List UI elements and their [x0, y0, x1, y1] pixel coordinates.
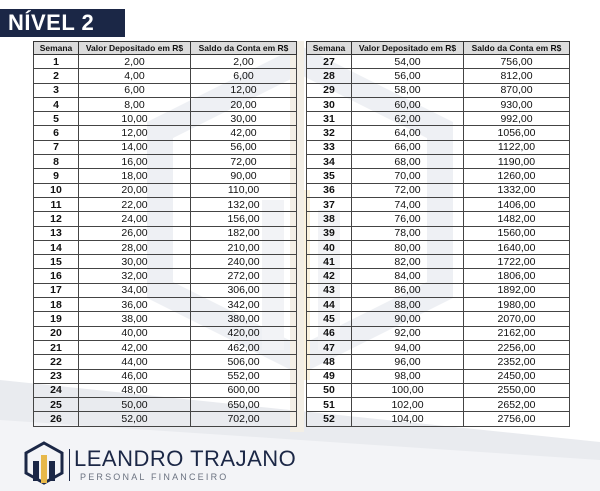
deposit-cell: 48,00 — [79, 383, 191, 397]
table-row — [34, 126, 297, 140]
week-cell: 3 — [34, 83, 79, 97]
balance-cell: 650,00 — [191, 398, 297, 412]
week-cell: 4 — [34, 97, 79, 111]
table-row — [307, 283, 570, 297]
week-cell: 24 — [34, 383, 79, 397]
deposit-cell: 42,00 — [79, 340, 191, 354]
table-header-row — [34, 42, 297, 55]
week-cell: 48 — [307, 355, 352, 369]
week-cell: 18 — [34, 298, 79, 312]
balance-cell: 462,00 — [191, 340, 297, 354]
week-cell: 23 — [34, 369, 79, 383]
balance-cell: 1806,00 — [464, 269, 570, 283]
week-cell: 9 — [34, 169, 79, 183]
deposit-cell: 20,00 — [79, 183, 191, 197]
table-row — [34, 269, 297, 283]
table-row — [307, 55, 570, 69]
table-row — [34, 197, 297, 211]
balance-cell: 2,00 — [191, 55, 297, 69]
column-header-balance: Saldo da Conta em R$ — [464, 42, 570, 55]
table-row — [34, 283, 297, 297]
balance-cell: 240,00 — [191, 255, 297, 269]
week-cell: 16 — [34, 269, 79, 283]
week-cell: 51 — [307, 398, 352, 412]
deposit-cell: 76,00 — [352, 212, 464, 226]
week-cell: 47 — [307, 340, 352, 354]
deposit-cell: 74,00 — [352, 197, 464, 211]
deposit-cell: 72,00 — [352, 183, 464, 197]
balance-cell: 56,00 — [191, 140, 297, 154]
balance-cell: 2162,00 — [464, 326, 570, 340]
deposit-cell: 102,00 — [352, 398, 464, 412]
balance-cell: 132,00 — [191, 197, 297, 211]
balance-cell: 110,00 — [191, 183, 297, 197]
table-row — [34, 69, 297, 83]
week-cell: 46 — [307, 326, 352, 340]
deposit-cell: 30,00 — [79, 255, 191, 269]
deposit-cell: 56,00 — [352, 69, 464, 83]
table-row — [307, 83, 570, 97]
column-header-week: Semana — [34, 42, 79, 55]
balance-cell: 1482,00 — [464, 212, 570, 226]
balance-cell: 1406,00 — [464, 197, 570, 211]
balance-cell: 812,00 — [464, 69, 570, 83]
week-cell: 10 — [34, 183, 79, 197]
week-cell: 32 — [307, 126, 352, 140]
column-header-week: Semana — [307, 42, 352, 55]
table-row — [34, 412, 297, 426]
table-row — [34, 326, 297, 340]
table-row — [307, 226, 570, 240]
week-cell: 33 — [307, 140, 352, 154]
table-row — [34, 398, 297, 412]
deposit-cell: 8,00 — [79, 97, 191, 111]
table-row — [307, 340, 570, 354]
table-row — [307, 369, 570, 383]
week-cell: 52 — [307, 412, 352, 426]
balance-cell: 756,00 — [464, 55, 570, 69]
balance-cell: 2756,00 — [464, 412, 570, 426]
balance-cell: 1892,00 — [464, 283, 570, 297]
table-row — [307, 312, 570, 326]
week-cell: 17 — [34, 283, 79, 297]
table-row — [34, 355, 297, 369]
deposit-cell: 10,00 — [79, 112, 191, 126]
table-row — [34, 97, 297, 111]
balance-cell: 30,00 — [191, 112, 297, 126]
deposit-cell: 78,00 — [352, 226, 464, 240]
week-cell: 5 — [34, 112, 79, 126]
deposit-cell: 4,00 — [79, 69, 191, 83]
table-row — [34, 55, 297, 69]
deposit-cell: 26,00 — [79, 226, 191, 240]
deposit-cell: 86,00 — [352, 283, 464, 297]
balance-cell: 2652,00 — [464, 398, 570, 412]
balance-cell: 870,00 — [464, 83, 570, 97]
deposit-cell: 66,00 — [352, 140, 464, 154]
week-cell: 34 — [307, 155, 352, 169]
balance-cell: 72,00 — [191, 155, 297, 169]
balance-cell: 42,00 — [191, 126, 297, 140]
week-cell: 7 — [34, 140, 79, 154]
balance-cell: 1722,00 — [464, 255, 570, 269]
deposit-cell: 90,00 — [352, 312, 464, 326]
deposit-cell: 18,00 — [79, 169, 191, 183]
deposit-cell: 32,00 — [79, 269, 191, 283]
week-cell: 14 — [34, 240, 79, 254]
week-cell: 12 — [34, 212, 79, 226]
week-cell: 11 — [34, 197, 79, 211]
week-cell: 26 — [34, 412, 79, 426]
table-row — [307, 240, 570, 254]
table-row — [307, 69, 570, 83]
deposit-cell: 54,00 — [352, 55, 464, 69]
week-cell: 28 — [307, 69, 352, 83]
week-cell: 49 — [307, 369, 352, 383]
table-row — [307, 183, 570, 197]
deposit-cell: 6,00 — [79, 83, 191, 97]
table-header-row — [307, 42, 570, 55]
table-row — [307, 155, 570, 169]
table-row — [34, 155, 297, 169]
balance-cell: 1056,00 — [464, 126, 570, 140]
column-header-deposit: Valor Depositado em R$ — [352, 42, 464, 55]
table-row — [34, 183, 297, 197]
table-row — [34, 83, 297, 97]
balance-cell: 506,00 — [191, 355, 297, 369]
week-cell: 45 — [307, 312, 352, 326]
table-row — [307, 126, 570, 140]
table-row — [307, 269, 570, 283]
balance-cell: 1122,00 — [464, 140, 570, 154]
balance-cell: 2450,00 — [464, 369, 570, 383]
table-row — [34, 226, 297, 240]
deposit-table-right — [306, 41, 570, 427]
deposit-cell: 96,00 — [352, 355, 464, 369]
balance-cell: 380,00 — [191, 312, 297, 326]
table-row — [307, 197, 570, 211]
table-row — [307, 112, 570, 126]
week-cell: 36 — [307, 183, 352, 197]
deposit-cell: 38,00 — [79, 312, 191, 326]
week-cell: 21 — [34, 340, 79, 354]
deposit-cell: 12,00 — [79, 126, 191, 140]
brand-name: LEANDRO TRAJANO — [74, 446, 297, 471]
deposit-cell: 92,00 — [352, 326, 464, 340]
week-cell: 20 — [34, 326, 79, 340]
table-row — [307, 255, 570, 269]
table-row — [307, 140, 570, 154]
balance-cell: 12,00 — [191, 83, 297, 97]
balance-cell: 342,00 — [191, 298, 297, 312]
deposit-cell: 58,00 — [352, 83, 464, 97]
balance-cell: 272,00 — [191, 269, 297, 283]
deposit-cell: 2,00 — [79, 55, 191, 69]
table-row — [34, 112, 297, 126]
deposit-cell: 94,00 — [352, 340, 464, 354]
week-cell: 27 — [307, 55, 352, 69]
table-row — [34, 169, 297, 183]
balance-cell: 6,00 — [191, 69, 297, 83]
balance-cell: 90,00 — [191, 169, 297, 183]
balance-cell: 600,00 — [191, 383, 297, 397]
balance-cell: 1560,00 — [464, 226, 570, 240]
table-row — [34, 212, 297, 226]
deposit-cell: 22,00 — [79, 197, 191, 211]
table-row — [307, 326, 570, 340]
page-title: NÍVEL 2 — [0, 9, 125, 37]
table-row — [34, 240, 297, 254]
week-cell: 19 — [34, 312, 79, 326]
table-row — [307, 398, 570, 412]
table-row — [34, 312, 297, 326]
brand-subtitle: PERSONAL FINANCEIRO — [80, 472, 229, 482]
deposit-cell: 82,00 — [352, 255, 464, 269]
balance-cell: 156,00 — [191, 212, 297, 226]
week-cell: 31 — [307, 112, 352, 126]
week-cell: 42 — [307, 269, 352, 283]
balance-cell: 1332,00 — [464, 183, 570, 197]
balance-cell: 1190,00 — [464, 155, 570, 169]
deposit-cell: 70,00 — [352, 169, 464, 183]
table-row — [34, 255, 297, 269]
deposit-cell: 64,00 — [352, 126, 464, 140]
balance-cell: 420,00 — [191, 326, 297, 340]
column-header-balance: Saldo da Conta em R$ — [191, 42, 297, 55]
table-row — [34, 383, 297, 397]
week-cell: 29 — [307, 83, 352, 97]
deposit-cell: 44,00 — [79, 355, 191, 369]
column-header-deposit: Valor Depositado em R$ — [79, 42, 191, 55]
balance-cell: 552,00 — [191, 369, 297, 383]
balance-cell: 702,00 — [191, 412, 297, 426]
deposit-cell: 88,00 — [352, 298, 464, 312]
balance-cell: 20,00 — [191, 97, 297, 111]
deposit-cell: 24,00 — [79, 212, 191, 226]
week-cell: 37 — [307, 197, 352, 211]
deposit-cell: 98,00 — [352, 369, 464, 383]
deposit-cell: 40,00 — [79, 326, 191, 340]
table-body — [34, 55, 297, 427]
table-row — [307, 298, 570, 312]
balance-cell: 2256,00 — [464, 340, 570, 354]
tower-bars-logo-icon — [24, 441, 64, 485]
brand-separator — [69, 449, 70, 481]
balance-cell: 930,00 — [464, 97, 570, 111]
deposit-cell: 28,00 — [79, 240, 191, 254]
week-cell: 1 — [34, 55, 79, 69]
deposit-cell: 16,00 — [79, 155, 191, 169]
deposit-cell: 52,00 — [79, 412, 191, 426]
balance-cell: 1640,00 — [464, 240, 570, 254]
deposit-cell: 84,00 — [352, 269, 464, 283]
table-row — [307, 212, 570, 226]
week-cell: 15 — [34, 255, 79, 269]
week-cell: 41 — [307, 255, 352, 269]
table-row — [34, 369, 297, 383]
balance-cell: 182,00 — [191, 226, 297, 240]
deposit-cell: 50,00 — [79, 398, 191, 412]
deposit-cell: 46,00 — [79, 369, 191, 383]
balance-cell: 992,00 — [464, 112, 570, 126]
balance-cell: 2070,00 — [464, 312, 570, 326]
week-cell: 40 — [307, 240, 352, 254]
deposit-cell: 62,00 — [352, 112, 464, 126]
week-cell: 43 — [307, 283, 352, 297]
table-body — [307, 55, 570, 427]
week-cell: 50 — [307, 383, 352, 397]
table-row — [307, 97, 570, 111]
balance-cell: 2352,00 — [464, 355, 570, 369]
week-cell: 44 — [307, 298, 352, 312]
week-cell: 35 — [307, 169, 352, 183]
week-cell: 25 — [34, 398, 79, 412]
deposit-cell: 14,00 — [79, 140, 191, 154]
week-cell: 39 — [307, 226, 352, 240]
table-row — [307, 383, 570, 397]
week-cell: 2 — [34, 69, 79, 83]
deposit-cell: 100,00 — [352, 383, 464, 397]
balance-cell: 306,00 — [191, 283, 297, 297]
deposit-cell: 36,00 — [79, 298, 191, 312]
week-cell: 38 — [307, 212, 352, 226]
balance-cell: 1260,00 — [464, 169, 570, 183]
deposit-cell: 34,00 — [79, 283, 191, 297]
table-row — [34, 340, 297, 354]
deposit-table-left — [33, 41, 297, 427]
deposit-cell: 80,00 — [352, 240, 464, 254]
balance-cell: 210,00 — [191, 240, 297, 254]
table-row — [34, 298, 297, 312]
table-row — [307, 355, 570, 369]
week-cell: 30 — [307, 97, 352, 111]
table-row — [34, 140, 297, 154]
table-row — [307, 412, 570, 426]
balance-cell: 2550,00 — [464, 383, 570, 397]
table-row — [307, 169, 570, 183]
deposit-cell: 68,00 — [352, 155, 464, 169]
week-cell: 8 — [34, 155, 79, 169]
week-cell: 13 — [34, 226, 79, 240]
week-cell: 22 — [34, 355, 79, 369]
week-cell: 6 — [34, 126, 79, 140]
deposit-cell: 104,00 — [352, 412, 464, 426]
balance-cell: 1980,00 — [464, 298, 570, 312]
deposit-cell: 60,00 — [352, 97, 464, 111]
